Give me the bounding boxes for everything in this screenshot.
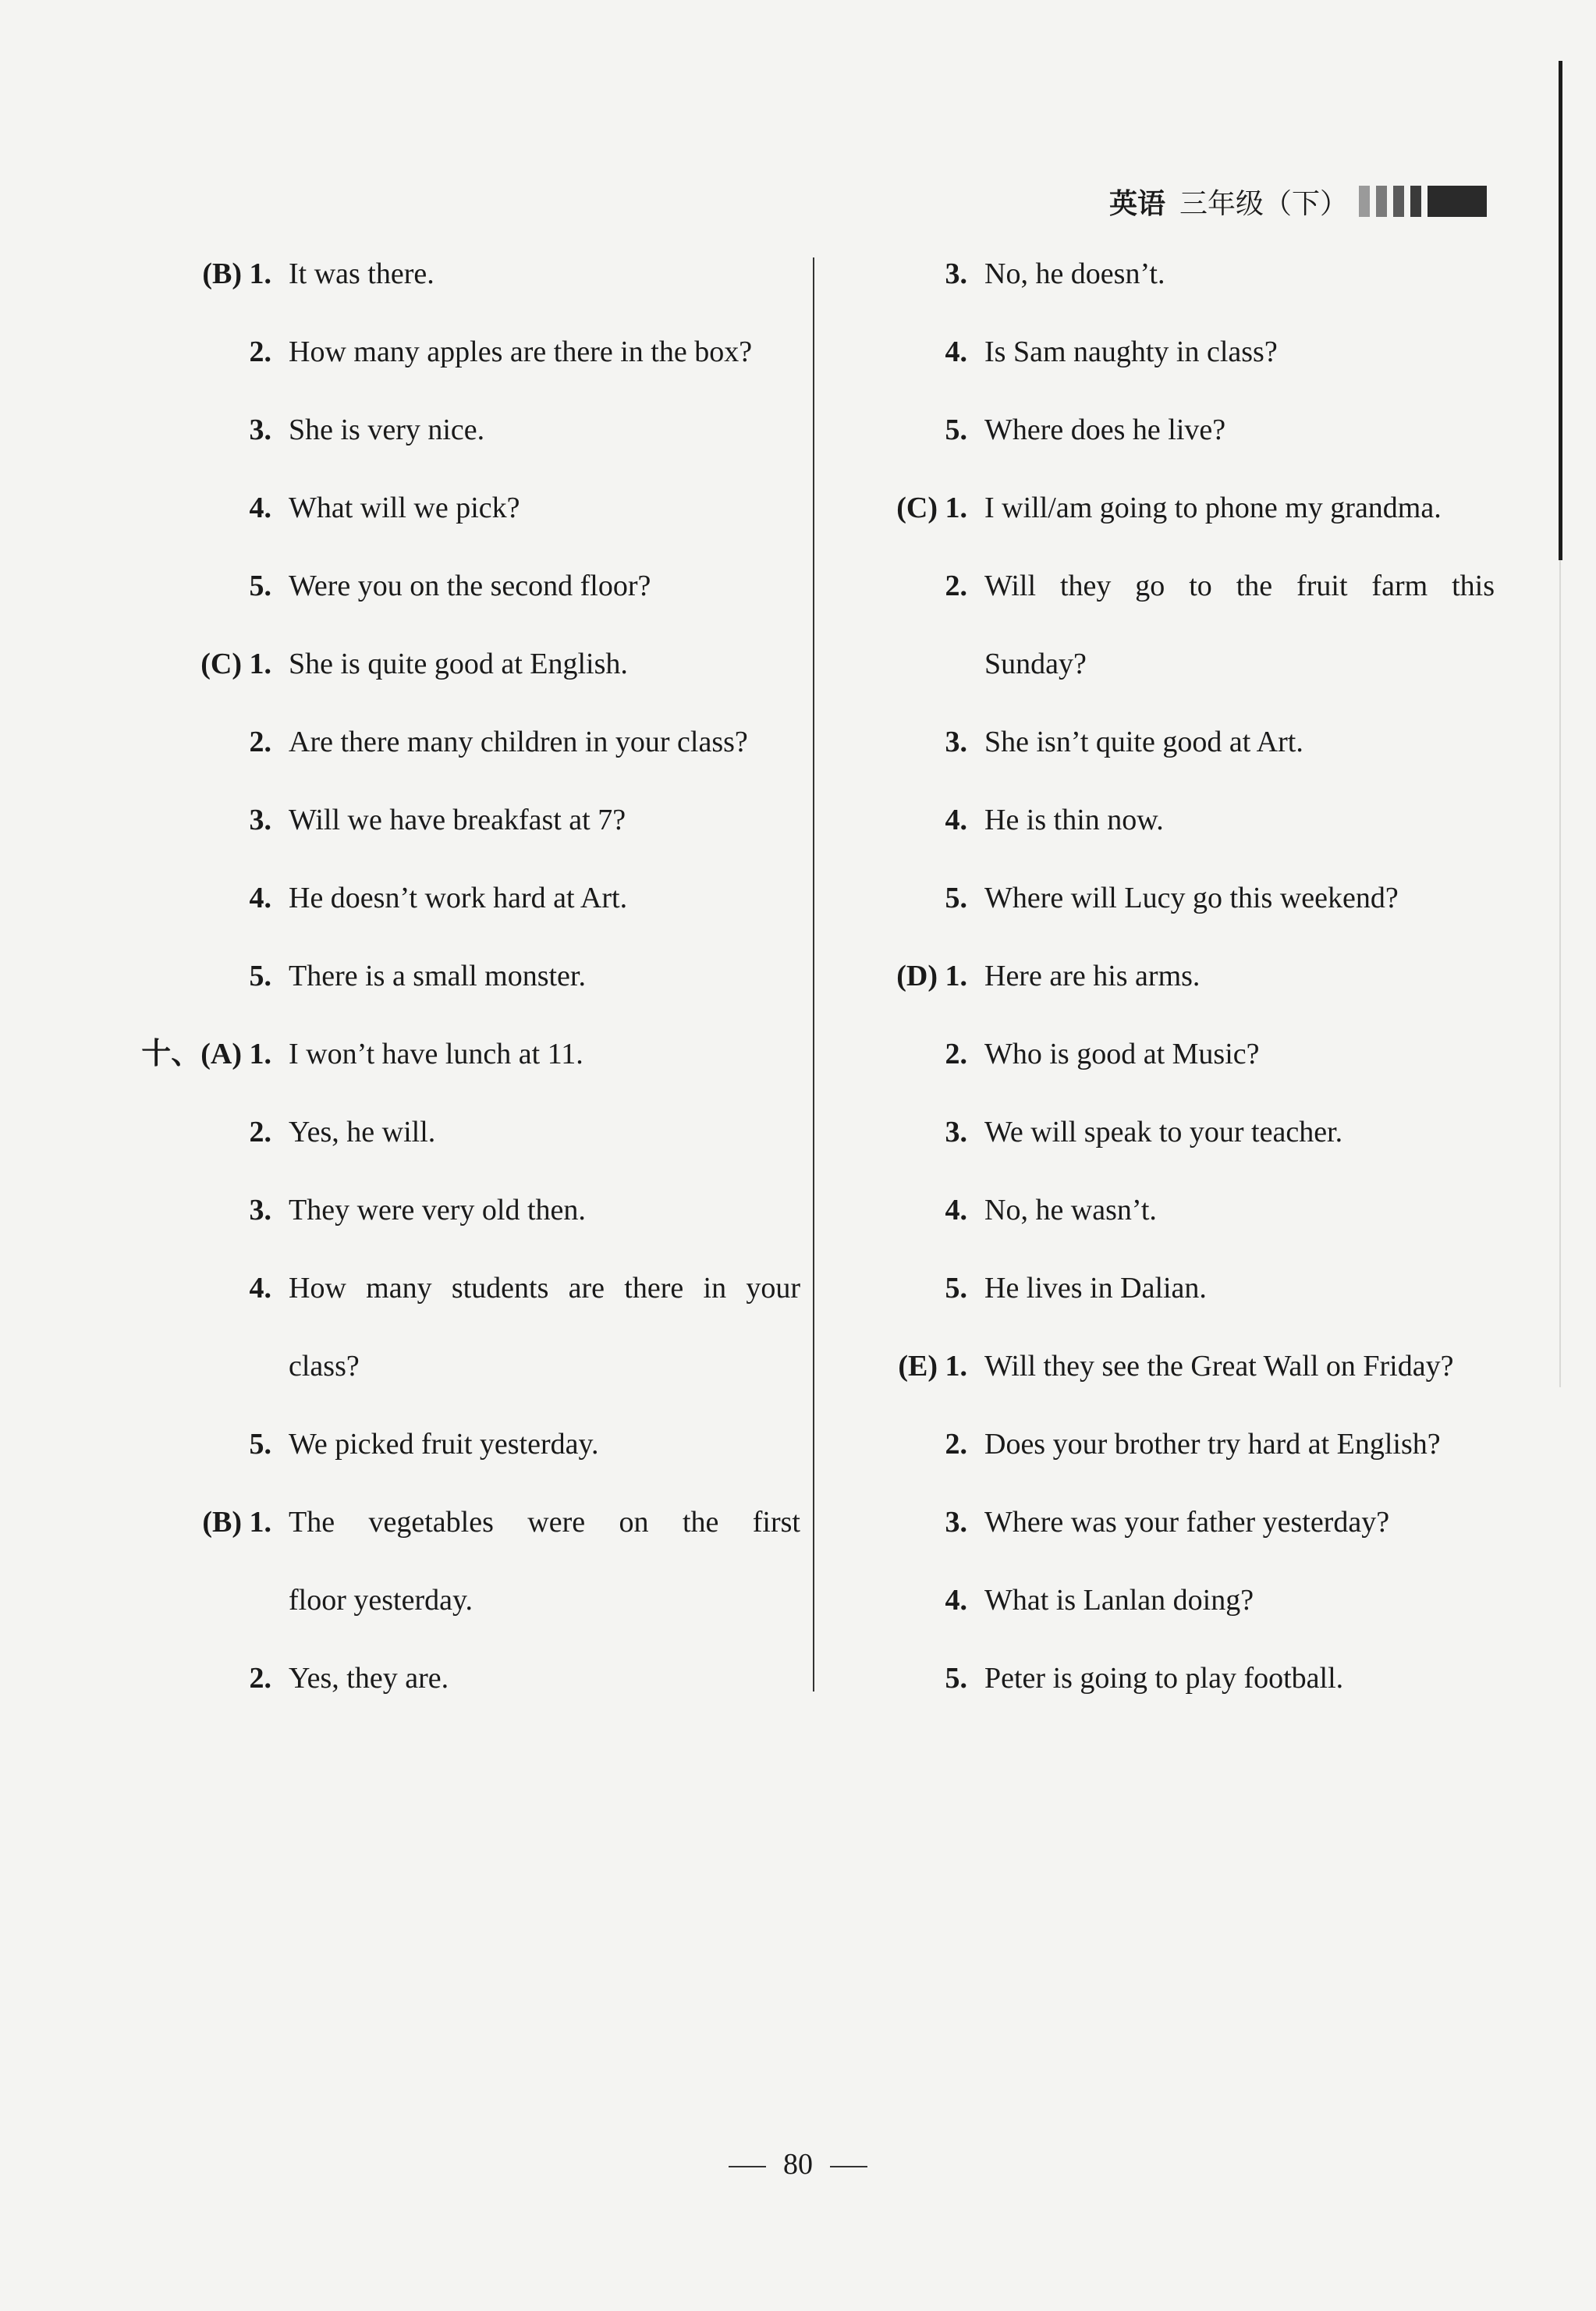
answer-number: 2. [945,1428,967,1461]
answer-number: 4. [249,882,271,914]
answer-text: No, he wasn’t. [984,1194,1157,1226]
answer-number: 5. [945,414,967,446]
answer-number: 5. [249,960,271,992]
column-divider [813,257,814,1692]
answer-number: 5. [945,882,967,914]
answer-text: We picked fruit yesterday. [289,1428,599,1461]
answer-text: He doesn’t work hard at Art. [289,882,628,914]
answer-number: 4. [945,804,967,836]
page-footer [0,2147,1596,2181]
answer-text: The vegetables were on the first [289,1506,800,1539]
answer-text: Will they see the Great Wall on Friday? [984,1350,1454,1383]
answer-number: 5. [945,1272,967,1305]
answer-number: 2. [945,570,967,602]
answer-number: 2. [945,1038,967,1070]
answer-text: I won’t have lunch at 11. [289,1038,583,1070]
page-header [1109,181,1487,222]
answer-number: 3. [945,726,967,758]
answer-number: 3. [945,1116,967,1148]
answer-number: (C) 1. [200,648,271,680]
answer-text: Does your brother try hard at English? [984,1428,1441,1461]
answer-number: 2. [249,1662,271,1695]
answer-text: Sunday? [984,648,1087,680]
answer-number: 4. [945,1194,967,1226]
answer-number: (B) 1. [202,1506,271,1539]
answer-text: He is thin now. [984,804,1164,836]
answer-text: Yes, he will. [289,1116,436,1148]
answer-text: She isn’t quite good at Art. [984,726,1303,758]
answer-text: She is quite good at English. [289,648,628,680]
answer-number: 2. [249,1116,271,1148]
answer-text: How many students are there in your [289,1272,800,1305]
answer-text: Where was your father yesterday? [984,1506,1390,1539]
answer-text: I will/am going to phone my grandma. [984,492,1442,524]
answer-text: Were you on the second floor? [289,570,651,602]
answer-text: We will speak to your teacher. [984,1116,1343,1148]
header-decoration [1359,186,1487,217]
answer-number: 5. [249,570,271,602]
answer-number: 3. [249,804,271,836]
answer-text: There is a small monster. [289,960,586,992]
answer-number: 4. [249,492,271,524]
answer-text: class? [289,1350,360,1383]
subject-title: 英语 [1108,187,1165,220]
answer-text: Are there many children in your class? [289,726,748,758]
answer-number: 4. [945,1584,967,1617]
answer-text: Yes, they are. [289,1662,449,1695]
answer-number: 5. [945,1662,967,1695]
answer-number: 5. [249,1428,271,1461]
answer-text: Peter is going to play football. [984,1662,1344,1695]
answer-number: 3. [945,1506,967,1539]
answer-text: Where does he live? [984,414,1226,446]
answer-text: How many apples are there in the box? [289,335,753,368]
answer-text: floor yesterday. [289,1584,473,1617]
grade-title: 三年级（下） [1179,187,1348,220]
answer-number: 十、(A) 1. [141,1038,271,1070]
answer-number: 3. [249,1194,271,1226]
answer-number: (E) 1. [898,1350,967,1383]
page-edge-shadow-faint [1559,560,1561,1387]
answer-text: It was there. [289,257,434,290]
answer-text: No, he doesn’t. [984,257,1165,290]
answer-text: Will we have breakfast at 7? [289,804,626,836]
answer-text: He lives in Dalian. [984,1272,1207,1305]
answer-text: Will they go to the fruit farm this [984,570,1495,602]
answer-number: 3. [249,414,271,446]
page-edge-shadow [1559,61,1562,560]
answer-text: Who is good at Music? [984,1038,1260,1070]
answer-number: 2. [249,726,271,758]
page-number: 80 [783,2148,813,2181]
answer-number: (D) 1. [896,960,967,992]
answer-number: (C) 1. [896,492,967,524]
answer-number: 3. [945,257,967,290]
answer-text: What will we pick? [289,492,520,524]
answer-number: 4. [249,1272,271,1305]
answer-number: (B) 1. [202,257,271,290]
answer-text: They were very old then. [289,1194,586,1226]
answer-text: Where will Lucy go this weekend? [984,882,1399,914]
answer-number: 4. [945,335,967,368]
answer-text: She is very nice. [289,414,485,446]
answer-text: What is Lanlan doing? [984,1584,1254,1617]
answer-text: Here are his arms. [984,960,1201,992]
answer-number: 2. [249,335,271,368]
answer-text: Is Sam naughty in class? [984,335,1278,368]
